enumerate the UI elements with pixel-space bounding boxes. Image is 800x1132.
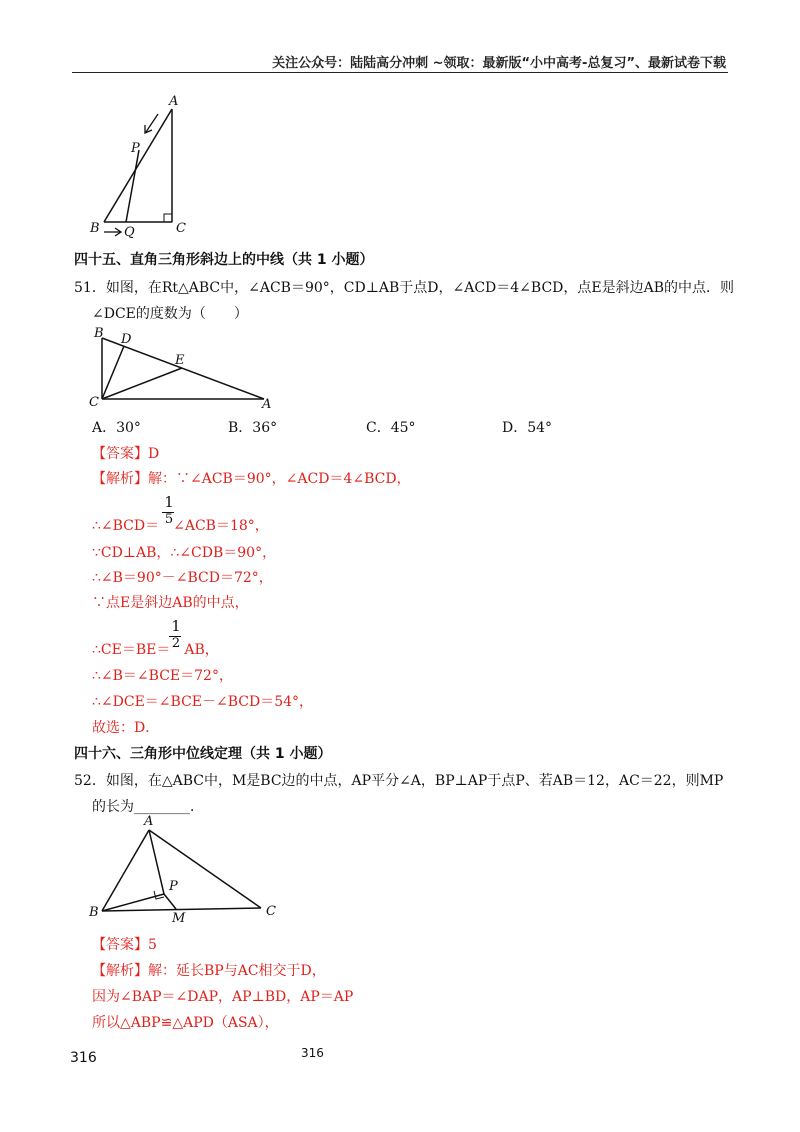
q51-frac1-denominator: 5: [164, 512, 174, 527]
q52-step2: 所以△ABP≌△APD（ASA），: [92, 1015, 279, 1031]
q51-step6: ∴∠B＝∠BCE＝72°，: [92, 668, 233, 684]
q51-step1-pre: ∴∠BCD＝: [92, 518, 160, 534]
q52-line1: 52．如图，在△ABC中，M是BC边的中点，AP平分∠A，BP⊥AP于点P、若AB＝12，AC＝22，则MP: [74, 773, 724, 789]
q52-answer: 【答案】5: [92, 937, 157, 953]
page-number-left: 316: [70, 1050, 97, 1066]
q51-step2: ∵CD⊥AB，∴∠CDB＝90°，: [92, 545, 277, 561]
fig3-label-m: M: [172, 911, 186, 926]
fig2-label-a: A: [262, 397, 272, 412]
q52-line2: 的长为________．: [92, 799, 204, 815]
fig3-label-b: B: [89, 905, 99, 920]
header-rule: [72, 72, 728, 73]
fig1-label-a: A: [169, 94, 179, 109]
q51-frac2-denominator: 2: [171, 636, 181, 651]
fig2-label-c: C: [89, 395, 99, 410]
section-46-title: 四十六、三角形中位线定理（共 1 小题）: [74, 746, 332, 762]
figure-triangle-pq: [84, 92, 194, 242]
q51-step7: ∴∠DCE＝∠BCE－∠BCD＝54°，: [92, 694, 314, 710]
fig1-label-c: C: [176, 221, 186, 236]
page-header: 关注公众号：陆陆高分冲刺 ~领取：最新版“小中高考-总复习”、最新试卷下载: [272, 56, 726, 71]
q51-answer: 【答案】D: [92, 446, 160, 462]
q52-analysis: 【解析】解：延长BP与AC相交于D，: [92, 963, 326, 979]
q51-option-b: B．36°: [228, 420, 278, 436]
q51-step5-pre: ∴CE＝BE＝: [92, 642, 171, 658]
q51-frac2-numerator: 1: [171, 617, 181, 635]
figure-triangle-de: [86, 326, 276, 412]
fig3-label-a: A: [144, 814, 154, 829]
q51-frac1-numerator: 1: [164, 493, 174, 511]
q51-option-c: C．45°: [366, 420, 416, 436]
fig2-label-d: D: [121, 332, 132, 347]
q51-line2: ∠DCE的度数为（ ）: [92, 306, 248, 322]
fig2-label-e: E: [175, 353, 185, 368]
q51-step1: [92, 515, 269, 535]
q51-option-a: A．30°: [92, 420, 141, 436]
q51-step1-post: ∠ACB＝18°，: [173, 518, 269, 534]
q51-step3: ∴∠B＝90°－∠BCD＝72°，: [92, 570, 273, 586]
q51-step5-post: AB，: [184, 642, 219, 658]
q51-analysis: 【解析】解：∵∠ACB＝90°，∠ACD＝4∠BCD，: [92, 471, 411, 487]
q51-step5: [92, 639, 219, 659]
q51-line1: 51．如图，在Rt△ABC中，∠ACB＝90°，CD⊥AB于点D，∠ACD＝4∠BCD，点E是斜边AB的中点．则: [74, 280, 735, 296]
section-45-title: 四十五、直角三角形斜边上的中线（共 1 小题）: [74, 252, 374, 268]
page-number-center: 316: [301, 1046, 324, 1060]
fig1-label-b: B: [90, 221, 100, 236]
q51-step8: 故选：D．: [92, 720, 160, 736]
figure-triangle-mp: [86, 812, 286, 928]
q52-step1: 因为∠BAP＝∠DAP，AP⊥BD，AP＝AP: [92, 989, 354, 1005]
fig1-label-p: P: [131, 141, 140, 156]
q51-option-d: D．54°: [502, 420, 553, 436]
fig2-label-b: B: [94, 326, 104, 341]
fig3-label-c: C: [266, 904, 276, 919]
fig3-label-p: P: [169, 879, 178, 894]
q51-step4: ∵点E是斜边AB的中点，: [92, 595, 249, 611]
fig1-label-q: Q: [124, 225, 135, 240]
